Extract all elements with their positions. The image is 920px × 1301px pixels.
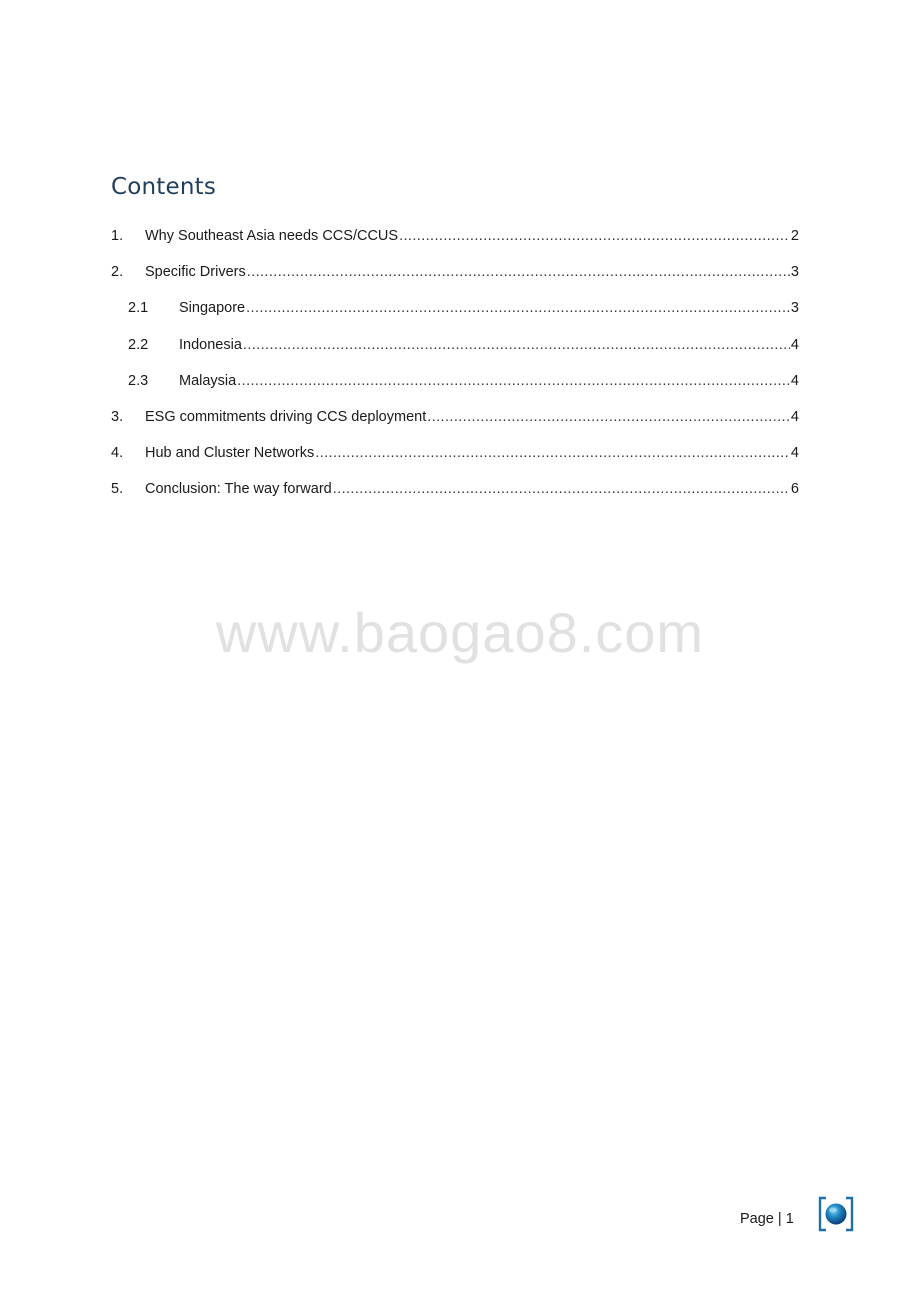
- toc-entry-title: Conclusion: The way forward: [145, 481, 332, 498]
- toc-entry-2-3[interactable]: [111, 370, 799, 406]
- toc-entry-page: 3: [790, 300, 799, 317]
- toc-entry-number: 2.3: [128, 372, 149, 389]
- toc-entry-title: Indonesia: [179, 336, 242, 353]
- toc-heading: Contents: [111, 174, 217, 200]
- toc-entry-3[interactable]: [111, 406, 799, 442]
- dot-leader: [399, 225, 790, 247]
- toc-entry-2[interactable]: [111, 261, 799, 297]
- toc-entry-number: 2.2: [128, 336, 149, 353]
- dot-leader: [315, 442, 790, 464]
- toc-entry-number: 3.: [111, 408, 124, 425]
- toc-entry-number: 2.: [111, 264, 124, 281]
- dot-leader: [247, 261, 790, 283]
- toc-entry-page: 4: [790, 408, 799, 425]
- toc-entry-title: ESG commitments driving CCS deployment: [145, 408, 427, 425]
- toc-entry-title: Hub and Cluster Networks: [145, 445, 315, 462]
- toc-entry-title: Malaysia: [179, 372, 237, 389]
- toc-entry-title: Singapore: [179, 300, 246, 317]
- toc-entry-page: 4: [790, 445, 799, 462]
- toc-entry-page: 3: [790, 264, 799, 281]
- toc-entry-page: 6: [790, 481, 799, 498]
- toc-entry-number: 2.1: [128, 300, 149, 317]
- toc-entry-2-2[interactable]: [111, 334, 799, 370]
- toc-entry-number: 5.: [111, 481, 124, 498]
- dot-leader: [243, 334, 790, 356]
- toc-entry-4[interactable]: [111, 442, 799, 478]
- dot-leader: [333, 478, 790, 500]
- dot-leader: [246, 297, 790, 319]
- page-number: Page | 1: [740, 1211, 794, 1227]
- toc-entry-title: Why Southeast Asia needs CCS/CCUS: [145, 228, 399, 244]
- dot-leader: [427, 406, 790, 428]
- watermark-text: www.baogao8.com: [215, 601, 705, 664]
- globe-bracket-logo-icon: [818, 1196, 854, 1232]
- toc-entry-1[interactable]: [111, 225, 799, 261]
- toc-entry-page: 4: [790, 372, 799, 389]
- toc-entry-number: 1.: [111, 228, 124, 244]
- dot-leader: [237, 370, 790, 392]
- toc-entry-title: Specific Drivers: [145, 264, 246, 281]
- toc-entry-page: 4: [790, 336, 799, 353]
- toc-entry-number: 4.: [111, 445, 124, 462]
- toc-entry-2-1[interactable]: [111, 297, 799, 333]
- table-of-contents: [111, 225, 799, 515]
- toc-entry-page: 2: [790, 228, 799, 244]
- toc-entry-5[interactable]: [111, 478, 799, 514]
